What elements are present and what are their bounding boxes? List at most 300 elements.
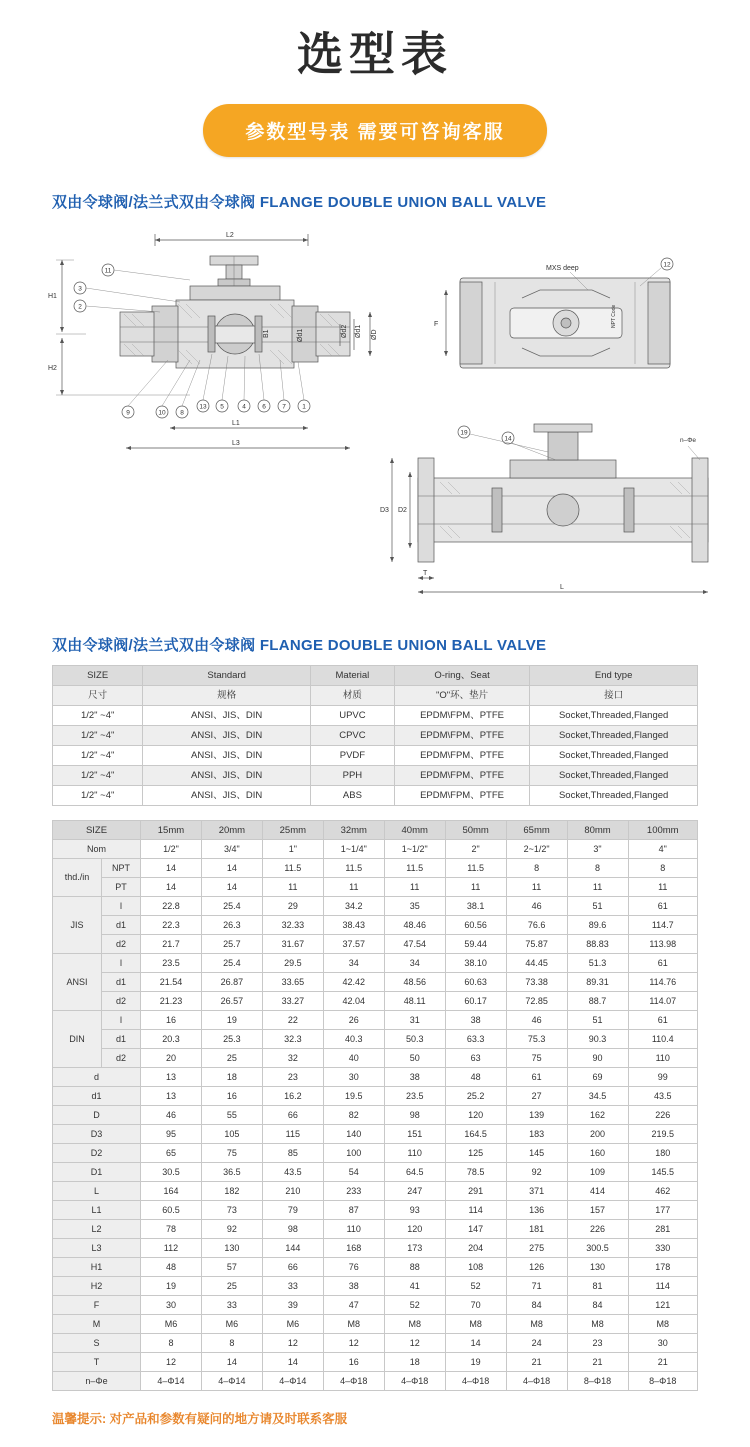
dim-cell: M6 — [201, 1315, 262, 1334]
dim-cell: 114.07 — [628, 992, 698, 1011]
dim-cell: 160 — [567, 1144, 628, 1163]
dim-cell: 16 — [141, 1011, 202, 1030]
dim-row-label: H1 — [53, 1258, 141, 1277]
dim-cell: 26 — [323, 1011, 384, 1030]
svg-text:2: 2 — [78, 303, 82, 311]
dim-row-label: D3 — [53, 1125, 141, 1144]
dim-cell: 14 — [262, 1353, 323, 1372]
dim-cell: 46 — [506, 897, 567, 916]
svg-text:9: 9 — [126, 409, 130, 417]
spec-header-size-cn: 尺寸 — [53, 686, 143, 706]
dim-cell: 8 — [506, 859, 567, 878]
spec-table — [52, 665, 698, 806]
dim-cell: 23.5 — [384, 1087, 445, 1106]
svg-text:F: F — [434, 321, 439, 328]
dim-cell: 114 — [445, 1201, 506, 1220]
dim-cell: 275 — [506, 1239, 567, 1258]
dim-cell: 38.1 — [445, 897, 506, 916]
dim-cell: 78.5 — [445, 1163, 506, 1182]
svg-text:5: 5 — [220, 403, 224, 411]
table-row — [53, 859, 698, 878]
dim-cell: 88 — [384, 1258, 445, 1277]
spec-header-material-cn: 材质 — [310, 686, 394, 706]
dim-size-header: 25mm — [262, 821, 323, 840]
dim-cell: 19 — [141, 1277, 202, 1296]
dim-cell: 88.7 — [567, 992, 628, 1011]
table-row — [53, 1220, 698, 1239]
dim-cell: 20.3 — [141, 1030, 202, 1049]
spec-header-row-en — [53, 666, 698, 686]
spec-cell: Socket,Threaded,Flanged — [530, 766, 698, 786]
spec-cell: ANSI、JIS、DIN — [143, 706, 311, 726]
table-row — [53, 973, 698, 992]
dim-cell: 90 — [567, 1049, 628, 1068]
dim-cell: 25.4 — [201, 954, 262, 973]
technical-drawing — [40, 220, 710, 600]
dim-table-body — [53, 840, 698, 1391]
dim-cell: 3/4" — [201, 840, 262, 859]
dim-cell: 33.65 — [262, 973, 323, 992]
dim-size-header: 15mm — [141, 821, 202, 840]
dim-cell: 291 — [445, 1182, 506, 1201]
dim-cell: 110.4 — [628, 1030, 698, 1049]
valve-drawing-svg — [40, 220, 710, 600]
dim-cell: 145 — [506, 1144, 567, 1163]
dim-cell: 147 — [445, 1220, 506, 1239]
dim-cell: 110 — [323, 1220, 384, 1239]
table-row — [53, 1182, 698, 1201]
dim-cell: 4–Φ18 — [445, 1372, 506, 1391]
dim-cell: 204 — [445, 1239, 506, 1258]
spec-table-wrap — [52, 665, 698, 806]
dim-cell: 47 — [323, 1296, 384, 1315]
dim-cell: 11 — [262, 878, 323, 897]
dim-row-label: F — [53, 1296, 141, 1315]
dim-cell: 11.5 — [384, 859, 445, 878]
table-row — [53, 935, 698, 954]
table-row — [53, 1068, 698, 1087]
dim-size-header: 65mm — [506, 821, 567, 840]
spec-cell: UPVC — [310, 706, 394, 726]
dim-row-group-label: thd./in — [53, 859, 102, 897]
dim-cell: 24 — [506, 1334, 567, 1353]
spec-header-standard-cn: 规格 — [143, 686, 311, 706]
dim-cell: 178 — [628, 1258, 698, 1277]
dim-cell: 157 — [567, 1201, 628, 1220]
dim-cell: 14 — [445, 1334, 506, 1353]
svg-text:H2: H2 — [48, 365, 57, 372]
dim-row-label: D — [53, 1106, 141, 1125]
dim-cell: 200 — [567, 1125, 628, 1144]
dim-cell: 21 — [567, 1353, 628, 1372]
dim-cell: 11 — [384, 878, 445, 897]
dim-cell: 70 — [445, 1296, 506, 1315]
svg-text:D3: D3 — [380, 507, 389, 514]
dim-row-sub-label: d1 — [102, 1030, 141, 1049]
dim-cell: 1~1/4" — [323, 840, 384, 859]
dim-cell: 46 — [141, 1106, 202, 1125]
dim-size-header: 32mm — [323, 821, 384, 840]
dim-cell: 93 — [384, 1201, 445, 1220]
table-row — [53, 1239, 698, 1258]
spec-cell: ANSI、JIS、DIN — [143, 766, 311, 786]
dim-cell: 65 — [141, 1144, 202, 1163]
dim-cell: 14 — [201, 878, 262, 897]
dim-cell: 51 — [567, 897, 628, 916]
dim-cell: 98 — [262, 1220, 323, 1239]
dim-cell: 233 — [323, 1182, 384, 1201]
table-row — [53, 1353, 698, 1372]
dim-row-sub-label: d1 — [102, 916, 141, 935]
spec-cell: Socket,Threaded,Flanged — [530, 706, 698, 726]
dim-cell: 90.3 — [567, 1030, 628, 1049]
dim-cell: 43.5 — [628, 1087, 698, 1106]
spec-header-row-cn — [53, 686, 698, 706]
dim-cell: 92 — [201, 1220, 262, 1239]
dim-row-label: H2 — [53, 1277, 141, 1296]
table-row — [53, 1087, 698, 1106]
dim-cell: 8–Φ18 — [567, 1372, 628, 1391]
table-row — [53, 1163, 698, 1182]
dim-cell: 50.3 — [384, 1030, 445, 1049]
spec-cell: EPDM\FPM、PTFE — [394, 706, 529, 726]
dim-cell: 30.5 — [141, 1163, 202, 1182]
table-row — [53, 1315, 698, 1334]
banner-badge: 参数型号表 需要可咨询客服 — [203, 104, 546, 157]
dim-cell: 20 — [141, 1049, 202, 1068]
dim-row-sub-label: d2 — [102, 992, 141, 1011]
dim-table-head — [53, 821, 698, 840]
dim-cell: 21.54 — [141, 973, 202, 992]
dim-cell: 130 — [567, 1258, 628, 1277]
svg-text:Ød1: Ød1 — [297, 328, 304, 342]
dim-cell: 46 — [506, 1011, 567, 1030]
table-row — [53, 1125, 698, 1144]
dim-cell: 75 — [506, 1049, 567, 1068]
dim-cell: 34 — [323, 954, 384, 973]
dim-cell: 32.33 — [262, 916, 323, 935]
spec-cell: 1/2" ~4" — [53, 706, 143, 726]
dim-cell: 108 — [445, 1258, 506, 1277]
dim-cell: 38.43 — [323, 916, 384, 935]
spec-header-oring: O-ring、Seat — [394, 666, 529, 686]
dim-cell: 31 — [384, 1011, 445, 1030]
svg-text:NPT Code: NPT Code — [611, 304, 617, 328]
dim-row-group-label: JIS — [53, 897, 102, 954]
dim-cell: 168 — [323, 1239, 384, 1258]
footer-note: 温馨提示: 对产品和参数有疑问的地方请及时联系客服 — [52, 1412, 348, 1426]
dim-cell: 8 — [141, 1334, 202, 1353]
dim-cell: 55 — [201, 1106, 262, 1125]
table-row — [53, 840, 698, 859]
dim-cell: 16 — [201, 1087, 262, 1106]
dim-row-label: T — [53, 1353, 141, 1372]
dim-cell: 25.2 — [445, 1087, 506, 1106]
dim-cell: 84 — [567, 1296, 628, 1315]
spec-cell: EPDM\FPM、PTFE — [394, 746, 529, 766]
dim-cell: 41 — [384, 1277, 445, 1296]
dim-cell: 11 — [628, 878, 698, 897]
table-row — [53, 992, 698, 1011]
svg-text:T: T — [423, 570, 428, 577]
dim-cell: 22 — [262, 1011, 323, 1030]
dim-cell: 130 — [201, 1239, 262, 1258]
dim-row-label: n–Φe — [53, 1372, 141, 1391]
svg-text:L2: L2 — [226, 232, 234, 239]
table-row — [53, 1372, 698, 1391]
dim-cell: 13 — [141, 1087, 202, 1106]
dim-cell: 115 — [262, 1125, 323, 1144]
dim-cell: 26.87 — [201, 973, 262, 992]
svg-text:12: 12 — [663, 261, 671, 269]
svg-text:13: 13 — [199, 403, 207, 411]
table-row — [53, 746, 698, 766]
dim-cell: 79 — [262, 1201, 323, 1220]
table-row — [53, 897, 698, 916]
table-row — [53, 766, 698, 786]
dim-cell: 42.04 — [323, 992, 384, 1011]
dim-cell: 12 — [141, 1353, 202, 1372]
spec-cell: EPDM\FPM、PTFE — [394, 726, 529, 746]
dim-cell: 75.87 — [506, 935, 567, 954]
dim-cell: 23 — [567, 1334, 628, 1353]
dim-cell: 48 — [445, 1068, 506, 1087]
dim-row-label: L1 — [53, 1201, 141, 1220]
dim-cell: 1/2" — [141, 840, 202, 859]
page-title: 选型表 — [297, 28, 453, 80]
dim-cell: 164.5 — [445, 1125, 506, 1144]
dim-cell: 140 — [323, 1125, 384, 1144]
dim-cell: 210 — [262, 1182, 323, 1201]
dim-cell: 23 — [262, 1068, 323, 1087]
dim-cell: 34.2 — [323, 897, 384, 916]
svg-text:Ød1: Ød1 — [355, 324, 362, 338]
dim-row-group-label: ANSI — [53, 954, 102, 1011]
table-row — [53, 954, 698, 973]
dim-cell: 162 — [567, 1106, 628, 1125]
dim-cell: 414 — [567, 1182, 628, 1201]
dim-cell: 4" — [628, 840, 698, 859]
dim-cell: 60.56 — [445, 916, 506, 935]
dim-cell: 21 — [506, 1353, 567, 1372]
dim-header-size: SIZE — [53, 821, 141, 840]
svg-text:L3: L3 — [232, 440, 240, 447]
dim-cell: 4–Φ18 — [506, 1372, 567, 1391]
spec-cell: 1/2" ~4" — [53, 726, 143, 746]
dim-cell: 8–Φ18 — [628, 1372, 698, 1391]
dim-cell: 87 — [323, 1201, 384, 1220]
dim-cell: 112 — [141, 1239, 202, 1258]
svg-text:H1: H1 — [48, 293, 57, 300]
dim-cell: M8 — [384, 1315, 445, 1334]
dim-cell: 144 — [262, 1239, 323, 1258]
dim-cell: 11 — [506, 878, 567, 897]
svg-text:L1: L1 — [232, 420, 240, 427]
dim-cell: 82 — [323, 1106, 384, 1125]
dim-cell: 29 — [262, 897, 323, 916]
dim-cell: 78 — [141, 1220, 202, 1239]
dim-cell: 19 — [445, 1353, 506, 1372]
dim-cell: 151 — [384, 1125, 445, 1144]
dim-cell: 30 — [141, 1296, 202, 1315]
dim-cell: 16.2 — [262, 1087, 323, 1106]
dim-cell: 219.5 — [628, 1125, 698, 1144]
svg-text:n–Φe: n–Φe — [680, 437, 697, 444]
dim-cell: 136 — [506, 1201, 567, 1220]
dim-cell: 11 — [323, 878, 384, 897]
dim-cell: 38 — [323, 1277, 384, 1296]
dim-cell: 11 — [445, 878, 506, 897]
dim-cell: 47.54 — [384, 935, 445, 954]
dim-cell: 29.5 — [262, 954, 323, 973]
dim-cell: M6 — [141, 1315, 202, 1334]
dim-row-label: L2 — [53, 1220, 141, 1239]
dim-cell: 37.57 — [323, 935, 384, 954]
dim-cell: 2" — [445, 840, 506, 859]
dim-cell: 226 — [628, 1106, 698, 1125]
dim-cell: 60.63 — [445, 973, 506, 992]
dim-cell: 44.45 — [506, 954, 567, 973]
dim-cell: 18 — [201, 1068, 262, 1087]
dim-cell: 139 — [506, 1106, 567, 1125]
spec-cell: Socket,Threaded,Flanged — [530, 786, 698, 806]
dim-cell: 92 — [506, 1163, 567, 1182]
dim-row-sub-label: l — [102, 1011, 141, 1030]
dim-cell: 371 — [506, 1182, 567, 1201]
dim-cell: 22.3 — [141, 916, 202, 935]
dim-cell: 114 — [628, 1277, 698, 1296]
drawing-section-title: 双由令球阀/法兰式双由令球阀 FLANGE DOUBLE UNION BALL VALVE — [52, 194, 547, 211]
dim-cell: 114.7 — [628, 916, 698, 935]
dim-cell: 19.5 — [323, 1087, 384, 1106]
dim-cell: 11.5 — [323, 859, 384, 878]
dim-cell: 120 — [445, 1106, 506, 1125]
dim-cell: 121 — [628, 1296, 698, 1315]
dim-cell: 14 — [201, 859, 262, 878]
spec-header-endtype: End type — [530, 666, 698, 686]
svg-text:Ød2: Ød2 — [341, 324, 348, 338]
spec-cell: ANSI、JIS、DIN — [143, 786, 311, 806]
dim-cell: 42.42 — [323, 973, 384, 992]
dim-cell: 30 — [628, 1334, 698, 1353]
table-row — [53, 1144, 698, 1163]
dim-cell: 73 — [201, 1201, 262, 1220]
svg-text:10: 10 — [158, 409, 166, 417]
dim-cell: 19 — [201, 1011, 262, 1030]
dim-cell: 12 — [323, 1334, 384, 1353]
dim-cell: 99 — [628, 1068, 698, 1087]
dim-cell: 183 — [506, 1125, 567, 1144]
spec-cell: ABS — [310, 786, 394, 806]
dim-cell: 177 — [628, 1201, 698, 1220]
table-section-title: 双由令球阀/法兰式双由令球阀 FLANGE DOUBLE UNION BALL VALVE — [52, 637, 547, 654]
banner-row — [0, 104, 750, 157]
dim-cell: 34 — [384, 954, 445, 973]
dim-cell: 85 — [262, 1144, 323, 1163]
dim-cell: 25 — [201, 1277, 262, 1296]
dim-cell: 300.5 — [567, 1239, 628, 1258]
dim-cell: 4–Φ14 — [141, 1372, 202, 1391]
dim-cell: 25 — [201, 1049, 262, 1068]
dim-cell: 60.17 — [445, 992, 506, 1011]
dim-row-sub-label: l — [102, 897, 141, 916]
svg-text:D2: D2 — [398, 507, 407, 514]
dim-cell: 36.5 — [201, 1163, 262, 1182]
dim-row-label: D1 — [53, 1163, 141, 1182]
dim-cell: 8 — [567, 859, 628, 878]
dim-cell: 38 — [384, 1068, 445, 1087]
dim-cell: 57 — [201, 1258, 262, 1277]
dim-row-label: D2 — [53, 1144, 141, 1163]
table-row — [53, 1011, 698, 1030]
dim-cell: 4–Φ14 — [201, 1372, 262, 1391]
dim-cell: 51.3 — [567, 954, 628, 973]
spec-header-endtype-cn: 接口 — [530, 686, 698, 706]
svg-text:7: 7 — [282, 403, 286, 411]
dim-cell: 75 — [201, 1144, 262, 1163]
dim-cell: 181 — [506, 1220, 567, 1239]
dim-cell: 330 — [628, 1239, 698, 1258]
dim-cell: 48 — [141, 1258, 202, 1277]
dim-cell: 145.5 — [628, 1163, 698, 1182]
dim-cell: 48.11 — [384, 992, 445, 1011]
dim-cell: 26.3 — [201, 916, 262, 935]
dim-row-sub-label: NPT — [102, 859, 141, 878]
dim-row-sub-label: l — [102, 954, 141, 973]
dim-cell: 173 — [384, 1239, 445, 1258]
spec-cell: Socket,Threaded,Flanged — [530, 746, 698, 766]
dim-cell: 1" — [262, 840, 323, 859]
dim-cell: 52 — [445, 1277, 506, 1296]
dim-cell: 462 — [628, 1182, 698, 1201]
table-row — [53, 1049, 698, 1068]
dim-cell: 81 — [567, 1277, 628, 1296]
dim-table-wrap — [52, 820, 698, 1391]
dim-cell: 180 — [628, 1144, 698, 1163]
table-row — [53, 1296, 698, 1315]
dim-cell: 50 — [384, 1049, 445, 1068]
spec-header-standard: Standard — [143, 666, 311, 686]
dim-cell: 23.5 — [141, 954, 202, 973]
table-row — [53, 878, 698, 897]
svg-text:6: 6 — [262, 403, 266, 411]
dim-cell: 63.3 — [445, 1030, 506, 1049]
dim-row-sub-label: d1 — [102, 973, 141, 992]
svg-text:1: 1 — [302, 403, 306, 411]
dim-size-header: 80mm — [567, 821, 628, 840]
dim-cell: 66 — [262, 1106, 323, 1125]
dim-cell: 4–Φ18 — [384, 1372, 445, 1391]
table-row — [53, 1334, 698, 1353]
svg-text:4: 4 — [242, 403, 246, 411]
dim-row-label: L — [53, 1182, 141, 1201]
dim-cell: 33 — [262, 1277, 323, 1296]
dim-cell: 89.31 — [567, 973, 628, 992]
dim-cell: 11.5 — [445, 859, 506, 878]
spec-table-body — [53, 686, 698, 806]
dim-cell: 32 — [262, 1049, 323, 1068]
dim-cell: 4–Φ14 — [262, 1372, 323, 1391]
table-row — [53, 1201, 698, 1220]
spec-cell: CPVC — [310, 726, 394, 746]
dim-cell: M6 — [262, 1315, 323, 1334]
dim-cell: M8 — [628, 1315, 698, 1334]
dim-cell: 95 — [141, 1125, 202, 1144]
svg-text:B1: B1 — [263, 329, 270, 338]
dim-cell: 22.8 — [141, 897, 202, 916]
dim-cell: 72.85 — [506, 992, 567, 1011]
dim-cell: 105 — [201, 1125, 262, 1144]
